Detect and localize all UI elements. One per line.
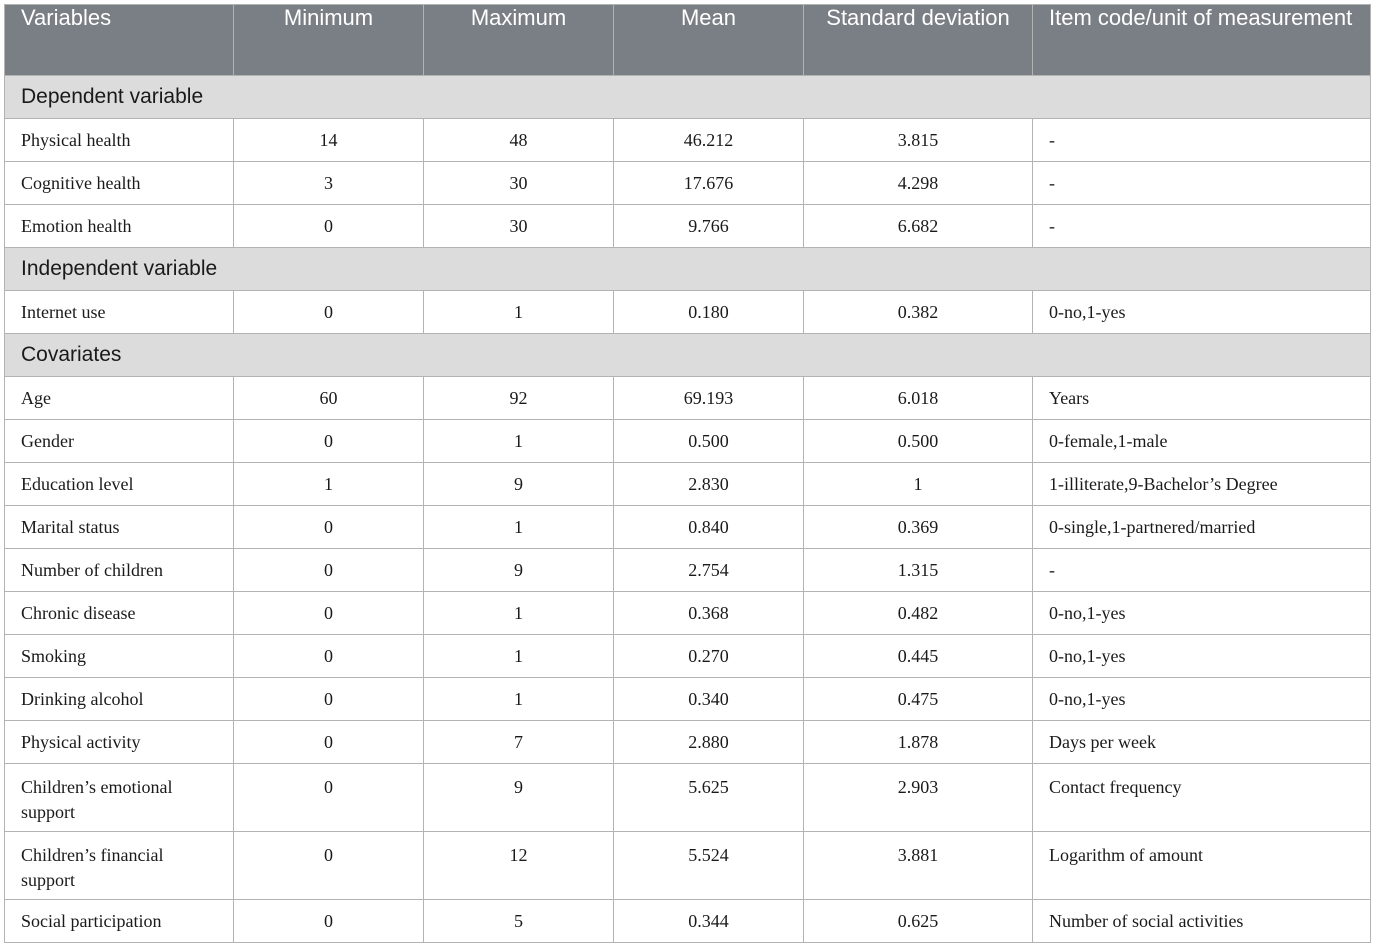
- cell-maximum: 30: [424, 162, 614, 205]
- cell-minimum: 0: [234, 506, 424, 549]
- header-unit: Item code/unit of measurement: [1033, 5, 1371, 76]
- cell-variable: Emotion health: [5, 205, 234, 248]
- cell-unit: Logarithm of amount: [1033, 832, 1371, 900]
- cell-minimum: 0: [234, 592, 424, 635]
- cell-maximum: 9: [424, 549, 614, 592]
- cell-standard-deviation: 0.475: [804, 678, 1033, 721]
- table-row: [5, 463, 1371, 506]
- cell-variable: Number of children: [5, 549, 234, 592]
- cell-mean: 9.766: [614, 205, 804, 248]
- section-title: Dependent variable: [5, 76, 1371, 119]
- cell-minimum: 0: [234, 832, 424, 900]
- table-row: [5, 832, 1371, 900]
- cell-standard-deviation: 3.881: [804, 832, 1033, 900]
- cell-unit: 0-no,1-yes: [1033, 635, 1371, 678]
- cell-unit: 1-illiterate,9-Bachelor’s Degree: [1033, 463, 1371, 506]
- cell-variable: Drinking alcohol: [5, 678, 234, 721]
- cell-variable: Marital status: [5, 506, 234, 549]
- cell-unit: 0-no,1-yes: [1033, 592, 1371, 635]
- cell-unit: -: [1033, 162, 1371, 205]
- cell-mean: 5.625: [614, 764, 804, 832]
- cell-standard-deviation: 0.369: [804, 506, 1033, 549]
- cell-standard-deviation: 0.445: [804, 635, 1033, 678]
- cell-maximum: 12: [424, 832, 614, 900]
- table-row: [5, 420, 1371, 463]
- cell-standard-deviation: 3.815: [804, 119, 1033, 162]
- table-row: [5, 592, 1371, 635]
- table-row: [5, 900, 1371, 943]
- cell-variable: Education level: [5, 463, 234, 506]
- cell-minimum: 0: [234, 549, 424, 592]
- table-row: [5, 721, 1371, 764]
- table-row: [5, 205, 1371, 248]
- cell-minimum: 0: [234, 764, 424, 832]
- cell-unit: 0-single,1-partnered/married: [1033, 506, 1371, 549]
- cell-mean: 0.368: [614, 592, 804, 635]
- cell-maximum: 5: [424, 900, 614, 943]
- cell-standard-deviation: 4.298: [804, 162, 1033, 205]
- cell-maximum: 1: [424, 678, 614, 721]
- cell-standard-deviation: 1: [804, 463, 1033, 506]
- cell-maximum: 1: [424, 635, 614, 678]
- header-mean: Mean: [614, 5, 804, 76]
- cell-minimum: 14: [234, 119, 424, 162]
- cell-standard-deviation: 1.878: [804, 721, 1033, 764]
- cell-unit: -: [1033, 549, 1371, 592]
- table-body: [5, 76, 1371, 943]
- cell-unit: 0-no,1-yes: [1033, 291, 1371, 334]
- cell-mean: 17.676: [614, 162, 804, 205]
- cell-minimum: 3: [234, 162, 424, 205]
- cell-mean: 69.193: [614, 377, 804, 420]
- cell-standard-deviation: 6.682: [804, 205, 1033, 248]
- cell-unit: -: [1033, 205, 1371, 248]
- cell-maximum: 48: [424, 119, 614, 162]
- cell-standard-deviation: 0.382: [804, 291, 1033, 334]
- header-maximum: Maximum: [424, 5, 614, 76]
- cell-mean: 0.840: [614, 506, 804, 549]
- cell-mean: 0.344: [614, 900, 804, 943]
- section-title: Independent variable: [5, 248, 1371, 291]
- cell-unit: Days per week: [1033, 721, 1371, 764]
- header-row: [5, 5, 1371, 76]
- cell-mean: 2.754: [614, 549, 804, 592]
- descriptive-statistics-table: [4, 4, 1371, 943]
- cell-standard-deviation: 0.482: [804, 592, 1033, 635]
- cell-minimum: 0: [234, 420, 424, 463]
- cell-minimum: 0: [234, 205, 424, 248]
- table-row: [5, 377, 1371, 420]
- cell-variable: Children’s emotional support: [5, 764, 234, 832]
- cell-mean: 2.830: [614, 463, 804, 506]
- header-minimum: Minimum: [234, 5, 424, 76]
- header-variables: Variables: [5, 5, 234, 76]
- cell-standard-deviation: 2.903: [804, 764, 1033, 832]
- cell-maximum: 92: [424, 377, 614, 420]
- section-row: [5, 334, 1371, 377]
- table-row: [5, 678, 1371, 721]
- cell-variable: Physical activity: [5, 721, 234, 764]
- cell-maximum: 1: [424, 291, 614, 334]
- cell-minimum: 0: [234, 721, 424, 764]
- cell-variable: Internet use: [5, 291, 234, 334]
- cell-standard-deviation: 0.500: [804, 420, 1033, 463]
- cell-minimum: 0: [234, 900, 424, 943]
- cell-maximum: 9: [424, 463, 614, 506]
- cell-maximum: 1: [424, 506, 614, 549]
- cell-minimum: 1: [234, 463, 424, 506]
- cell-minimum: 0: [234, 291, 424, 334]
- table-row: [5, 506, 1371, 549]
- cell-minimum: 0: [234, 635, 424, 678]
- table-row: [5, 162, 1371, 205]
- cell-variable: Age: [5, 377, 234, 420]
- cell-variable: Physical health: [5, 119, 234, 162]
- header-standard-deviation: Standard deviation: [804, 5, 1033, 76]
- cell-mean: 0.270: [614, 635, 804, 678]
- cell-unit: -: [1033, 119, 1371, 162]
- cell-mean: 0.500: [614, 420, 804, 463]
- cell-variable: Smoking: [5, 635, 234, 678]
- cell-maximum: 1: [424, 592, 614, 635]
- cell-unit: Years: [1033, 377, 1371, 420]
- cell-variable: Children’s financial support: [5, 832, 234, 900]
- table-row: [5, 635, 1371, 678]
- cell-variable: Cognitive health: [5, 162, 234, 205]
- section-title: Covariates: [5, 334, 1371, 377]
- cell-maximum: 30: [424, 205, 614, 248]
- cell-standard-deviation: 1.315: [804, 549, 1033, 592]
- cell-mean: 5.524: [614, 832, 804, 900]
- section-row: [5, 248, 1371, 291]
- cell-maximum: 7: [424, 721, 614, 764]
- cell-standard-deviation: 0.625: [804, 900, 1033, 943]
- cell-unit: 0-no,1-yes: [1033, 678, 1371, 721]
- cell-maximum: 9: [424, 764, 614, 832]
- cell-unit: 0-female,1-male: [1033, 420, 1371, 463]
- cell-variable: Social participation: [5, 900, 234, 943]
- cell-minimum: 0: [234, 678, 424, 721]
- cell-unit: Contact frequency: [1033, 764, 1371, 832]
- table-row: [5, 119, 1371, 162]
- cell-minimum: 60: [234, 377, 424, 420]
- cell-mean: 46.212: [614, 119, 804, 162]
- cell-unit: Number of social activities: [1033, 900, 1371, 943]
- cell-mean: 0.340: [614, 678, 804, 721]
- section-row: [5, 76, 1371, 119]
- cell-mean: 0.180: [614, 291, 804, 334]
- cell-variable: Chronic disease: [5, 592, 234, 635]
- table-row: [5, 549, 1371, 592]
- cell-variable: Gender: [5, 420, 234, 463]
- table-row: [5, 291, 1371, 334]
- cell-mean: 2.880: [614, 721, 804, 764]
- table-row: [5, 764, 1371, 832]
- cell-standard-deviation: 6.018: [804, 377, 1033, 420]
- table-header: [5, 5, 1371, 76]
- cell-maximum: 1: [424, 420, 614, 463]
